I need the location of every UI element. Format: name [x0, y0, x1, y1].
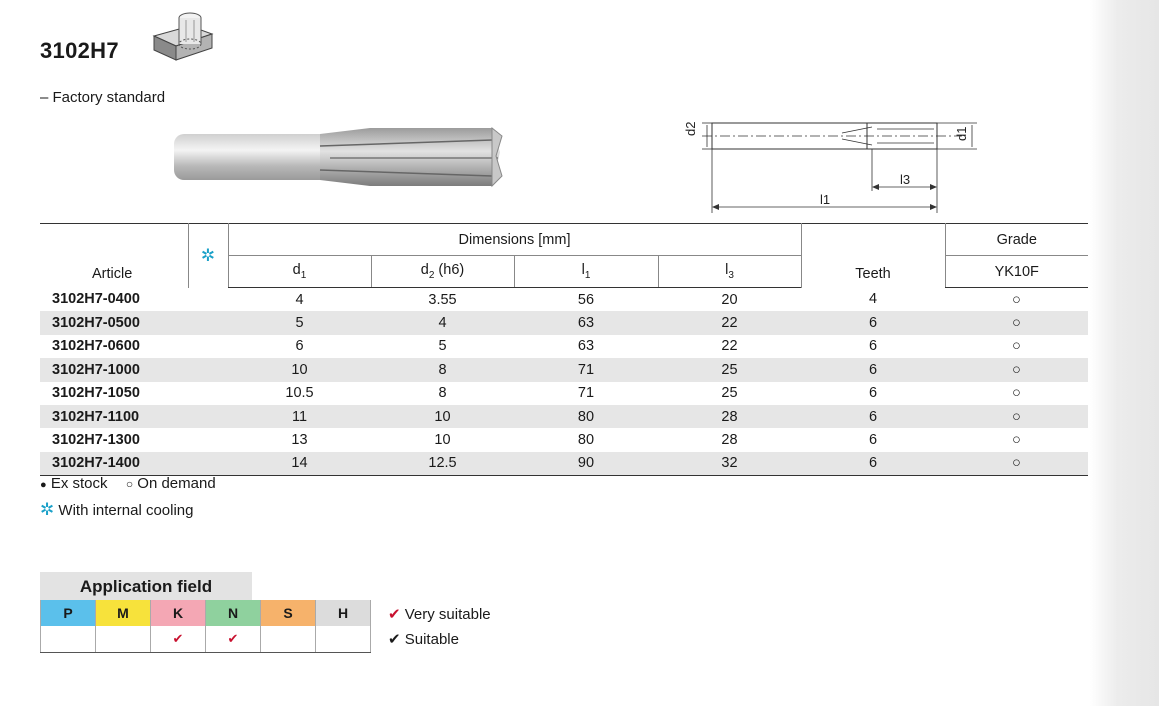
stock-legend — [40, 475, 216, 492]
cooling-legend — [40, 500, 194, 520]
material-p: P — [41, 600, 96, 626]
suitable-label: Suitable — [404, 631, 459, 648]
page-edge-shadow — [1090, 0, 1159, 706]
internal-cooling-icon: ✲ — [200, 245, 216, 265]
red-check-icon: ✔ — [388, 606, 401, 623]
on-demand-label: On demand — [137, 475, 216, 492]
page-subtitle: – Factory standard — [40, 89, 166, 106]
teeth-header: Teeth — [801, 224, 945, 288]
material-m: M — [96, 600, 151, 626]
table-row: 3102H7-0400 4 3.55 56 20 4 ○ — [52, 291, 1021, 308]
ex-stock-icon: ● — [40, 479, 47, 491]
suitability-h — [316, 626, 371, 653]
material-k: K — [151, 600, 206, 626]
ex-stock-label: Ex stock — [50, 475, 108, 492]
application-field-title: Application field — [40, 572, 252, 600]
material-h: H — [316, 600, 371, 626]
table-row: 3102H7-1300 13 10 80 28 6 ○ — [52, 432, 1021, 449]
table-row: 3102H7-1050 10.5 8 71 25 6 ○ — [52, 385, 1021, 402]
internal-cooling-icon: ✲ — [40, 500, 55, 519]
on-demand-icon: ○ — [125, 477, 134, 491]
page-title: 3102H7 — [40, 38, 119, 63]
material-s: S — [261, 600, 316, 626]
very-suitable-label: Very suitable — [404, 606, 491, 623]
cast-iron-workpiece-icon — [150, 6, 216, 68]
grade-value-header: YK10F — [945, 256, 1088, 288]
cooling-header — [188, 224, 228, 288]
l1-header: $l_1$ — [514, 256, 658, 288]
d2-header: $d_2$ (h6) — [371, 256, 514, 288]
application-field-table — [40, 600, 371, 653]
very-suitable-check-icon: ✔ — [151, 626, 206, 653]
table-row: 3102H7-1400 14 12.5 90 32 6 ○ — [40, 452, 1088, 476]
d1-label: d1 — [954, 126, 969, 141]
material-n: N — [206, 600, 261, 626]
reamer-photo — [170, 122, 505, 192]
table-row: 3102H7-0600 6 5 63 22 6 ○ — [52, 338, 1021, 355]
reamer-technical-drawing — [672, 105, 982, 217]
suitable-legend — [388, 630, 459, 648]
table-row: 3102H7-0500 5 4 63 22 6 ○ — [40, 311, 1088, 334]
grade-header: Grade — [945, 224, 1088, 256]
l3-header: $l_3$ — [658, 256, 801, 288]
specification-table — [40, 223, 1088, 476]
table-row: 3102H7-1000 10 8 71 25 6 ○ — [40, 358, 1088, 381]
suitability-p — [41, 626, 96, 653]
very-suitable-legend — [388, 605, 491, 623]
black-check-icon: ✔ — [388, 631, 401, 648]
d1-header: $d_1$ — [228, 256, 371, 288]
suitability-s — [261, 626, 316, 653]
dimensions-header: Dimensions [mm] — [228, 224, 801, 256]
d2-label: d2 — [683, 121, 698, 136]
very-suitable-check-icon: ✔ — [206, 626, 261, 653]
article-header: Article — [92, 265, 133, 282]
table-row: 3102H7-1100 11 10 80 28 6 ○ — [40, 405, 1088, 428]
l3-label: l3 — [900, 172, 911, 187]
l1-label: l1 — [820, 192, 831, 207]
suitability-m — [96, 626, 151, 653]
internal-cooling-label: With internal cooling — [58, 502, 194, 519]
